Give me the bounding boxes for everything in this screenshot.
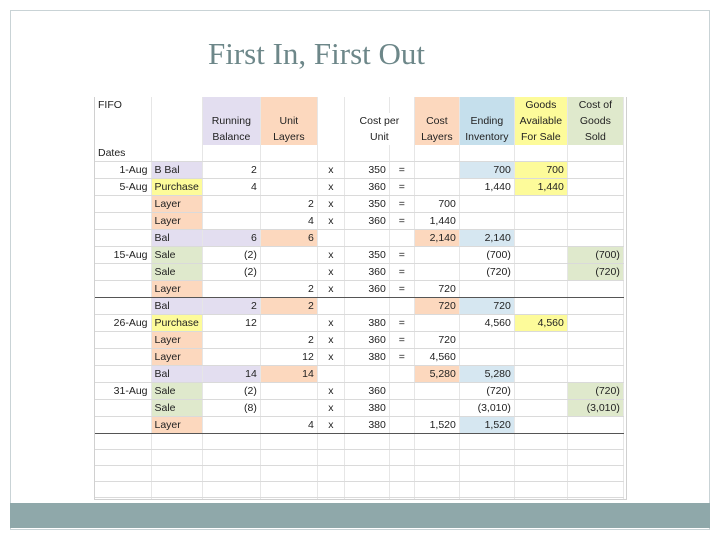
ending-inventory-cell: 1,520 <box>459 417 514 434</box>
multiply-sign-cell: x <box>317 264 344 281</box>
running-balance-cell: 2 <box>202 298 260 315</box>
table-row <box>95 383 623 400</box>
cost-layers-cell: 5,280 <box>414 366 459 383</box>
cost-layers-cell <box>414 179 459 196</box>
goods-available-cell <box>514 247 567 264</box>
unit-layers-cell: 6 <box>260 230 317 247</box>
table-row <box>95 417 623 434</box>
entry-label-cell: Layer <box>151 281 202 298</box>
cogs-cell: (720) <box>567 264 623 281</box>
equals-sign-cell: = <box>389 213 414 230</box>
date-cell <box>95 349 151 366</box>
table-row <box>95 400 623 417</box>
cogs-cell <box>567 298 623 315</box>
goods-available-cell <box>514 213 567 230</box>
running-balance-cell: (2) <box>202 264 260 281</box>
cogs-cell <box>567 230 623 247</box>
entry-label-cell: Bal <box>151 230 202 247</box>
ending-inventory-cell <box>459 281 514 298</box>
header-running-balance-1 <box>202 97 260 113</box>
date-cell <box>95 332 151 349</box>
date-cell <box>95 230 151 247</box>
cost-per-unit-cell: 380 <box>344 349 389 366</box>
cost-layers-cell <box>414 162 459 179</box>
unit-layers-cell <box>260 383 317 400</box>
multiply-sign-cell: x <box>317 332 344 349</box>
running-balance-cell <box>202 213 260 230</box>
date-cell <box>95 196 151 213</box>
header-unit-layers-1 <box>260 97 317 113</box>
running-balance-cell <box>202 332 260 349</box>
date-cell: 5-Aug <box>95 179 151 196</box>
cost-layers-cell <box>414 400 459 417</box>
running-balance-cell <box>202 417 260 434</box>
fifo-spreadsheet <box>94 97 627 500</box>
header-blank <box>151 113 202 129</box>
entry-label-cell: Layer <box>151 417 202 434</box>
equals-sign-cell: = <box>389 162 414 179</box>
goods-available-cell <box>514 417 567 434</box>
cogs-cell <box>567 162 623 179</box>
cogs-cell <box>567 179 623 196</box>
table-row <box>95 349 623 366</box>
cost-layers-cell: 2,140 <box>414 230 459 247</box>
header-blank <box>317 113 344 129</box>
multiply-sign-cell: x <box>317 196 344 213</box>
running-balance-cell: 4 <box>202 179 260 196</box>
cogs-cell: (700) <box>567 247 623 264</box>
cogs-cell: (3,010) <box>567 400 623 417</box>
header-row-1 <box>95 97 623 113</box>
cogs-cell <box>567 196 623 213</box>
equals-sign-cell: = <box>389 281 414 298</box>
entry-label-cell: Sale <box>151 247 202 264</box>
fifo-label: FIFO <box>95 97 151 113</box>
multiply-sign-cell: x <box>317 400 344 417</box>
unit-layers-cell: 14 <box>260 366 317 383</box>
cost-layers-cell: 720 <box>414 281 459 298</box>
cost-per-unit-cell: 360 <box>344 179 389 196</box>
cost-per-unit-cell: 380 <box>344 400 389 417</box>
cogs-cell <box>567 417 623 434</box>
unit-layers-cell: 4 <box>260 417 317 434</box>
cost-layers-cell: 720 <box>414 332 459 349</box>
equals-sign-cell: = <box>389 315 414 332</box>
table-row <box>95 230 623 247</box>
goods-available-cell: 1,440 <box>514 179 567 196</box>
cogs-cell <box>567 332 623 349</box>
ending-inventory-cell <box>459 332 514 349</box>
entry-label-cell: Layer <box>151 196 202 213</box>
multiply-sign-cell <box>317 230 344 247</box>
table-row <box>95 213 623 230</box>
cost-per-unit-cell: 380 <box>344 417 389 434</box>
cost-per-unit-cell: 360 <box>344 332 389 349</box>
table-row <box>95 298 623 315</box>
running-balance-cell <box>202 196 260 213</box>
header-row-2 <box>95 113 623 129</box>
unit-layers-cell <box>260 179 317 196</box>
cost-per-unit-cell: 380 <box>344 315 389 332</box>
entry-label-cell: Bal <box>151 298 202 315</box>
entry-label-cell: Sale <box>151 264 202 281</box>
header-unit-layers-2: Unit <box>260 113 317 129</box>
equals-sign-cell <box>389 400 414 417</box>
cogs-cell <box>567 366 623 383</box>
ending-inventory-cell: 4,560 <box>459 315 514 332</box>
unit-layers-cell: 2 <box>260 298 317 315</box>
cogs-cell <box>567 349 623 366</box>
ending-inventory-cell: (720) <box>459 383 514 400</box>
cogs-cell <box>567 315 623 332</box>
header-unit-layers-3: Layers <box>260 129 317 145</box>
multiply-sign-cell: x <box>317 417 344 434</box>
table-row <box>95 315 623 332</box>
entry-label-cell: Sale <box>151 400 202 417</box>
ending-inventory-cell: (720) <box>459 264 514 281</box>
date-cell <box>95 281 151 298</box>
cost-layers-cell: 1,520 <box>414 417 459 434</box>
header-cost-layers-2: Cost <box>414 113 459 129</box>
multiply-sign-cell: x <box>317 179 344 196</box>
cost-layers-cell: 1,440 <box>414 213 459 230</box>
cost-per-unit-cell: 360 <box>344 213 389 230</box>
footer-bar <box>10 503 710 528</box>
header-blank <box>151 129 202 145</box>
cost-layers-cell <box>414 383 459 400</box>
goods-available-cell <box>514 366 567 383</box>
entry-label-cell: Bal <box>151 366 202 383</box>
goods-available-cell <box>514 281 567 298</box>
header-blank <box>317 97 344 113</box>
dates-header-row <box>95 145 623 162</box>
multiply-sign-cell: x <box>317 281 344 298</box>
cost-layers-cell <box>414 247 459 264</box>
unit-layers-cell: 2 <box>260 332 317 349</box>
running-balance-cell <box>202 281 260 298</box>
multiply-sign-cell: x <box>317 247 344 264</box>
unit-layers-cell <box>260 162 317 179</box>
entry-label-cell: Purchase <box>151 179 202 196</box>
entry-label-cell: Layer <box>151 213 202 230</box>
ending-inventory-cell: 2,140 <box>459 230 514 247</box>
ending-inventory-cell <box>459 213 514 230</box>
empty-row <box>95 466 623 482</box>
cost-per-unit-cell: 360 <box>344 264 389 281</box>
empty-row <box>95 498 623 501</box>
ending-inventory-cell: (700) <box>459 247 514 264</box>
entry-label-cell: Sale <box>151 383 202 400</box>
header-cost-per-unit-3: Unit <box>344 129 414 145</box>
header-goods-available-3: For Sale <box>514 129 567 145</box>
header-running-balance-2: Running <box>202 113 260 129</box>
header-goods-available-1: Goods <box>514 97 567 113</box>
ending-inventory-cell: 1,440 <box>459 179 514 196</box>
table-row <box>95 332 623 349</box>
cost-per-unit-cell: 350 <box>344 162 389 179</box>
goods-available-cell <box>514 264 567 281</box>
date-cell <box>95 264 151 281</box>
goods-available-cell <box>514 230 567 247</box>
equals-sign-cell: = <box>389 247 414 264</box>
cost-per-unit-cell: 350 <box>344 196 389 213</box>
running-balance-cell: 2 <box>202 162 260 179</box>
cost-per-unit-cell <box>344 366 389 383</box>
unit-layers-cell <box>260 315 317 332</box>
goods-available-cell <box>514 196 567 213</box>
header-cost-layers-1 <box>414 97 459 113</box>
ending-inventory-cell: (3,010) <box>459 400 514 417</box>
ending-inventory-cell: 5,280 <box>459 366 514 383</box>
cost-layers-cell <box>414 264 459 281</box>
header-goods-available-2: Available <box>514 113 567 129</box>
multiply-sign-cell: x <box>317 315 344 332</box>
goods-available-cell <box>514 400 567 417</box>
entry-label-cell: Layer <box>151 332 202 349</box>
ending-inventory-cell: 720 <box>459 298 514 315</box>
cogs-cell <box>567 281 623 298</box>
date-cell <box>95 417 151 434</box>
header-ending-inventory-3: Inventory <box>459 129 514 145</box>
goods-available-cell <box>514 332 567 349</box>
header-cost-layers-3: Layers <box>414 129 459 145</box>
goods-available-cell: 700 <box>514 162 567 179</box>
unit-layers-cell: 4 <box>260 213 317 230</box>
header-cost-per-unit-2: Cost per <box>344 113 414 129</box>
equals-sign-cell <box>389 383 414 400</box>
date-cell <box>95 298 151 315</box>
running-balance-cell: (8) <box>202 400 260 417</box>
cost-layers-cell: 720 <box>414 298 459 315</box>
running-balance-cell: (2) <box>202 383 260 400</box>
slide-title: First In, First Out <box>208 36 426 71</box>
fifo-table <box>95 97 624 500</box>
header-blank <box>151 97 202 113</box>
equals-sign-cell: = <box>389 179 414 196</box>
header-blank <box>95 113 151 129</box>
unit-layers-cell <box>260 247 317 264</box>
header-cost-per-unit-1 <box>344 97 389 113</box>
date-cell <box>95 366 151 383</box>
ending-inventory-cell <box>459 196 514 213</box>
header-cogs-3: Sold <box>567 129 623 145</box>
entry-label-cell: Purchase <box>151 315 202 332</box>
header-cogs-1: Cost of <box>567 97 623 113</box>
unit-layers-cell: 2 <box>260 281 317 298</box>
running-balance-cell <box>202 349 260 366</box>
table-row <box>95 196 623 213</box>
cost-per-unit-cell <box>344 298 389 315</box>
running-balance-cell: 14 <box>202 366 260 383</box>
running-balance-cell: 12 <box>202 315 260 332</box>
goods-available-cell <box>514 298 567 315</box>
date-cell <box>95 213 151 230</box>
entry-label-cell: B Bal <box>151 162 202 179</box>
unit-layers-cell <box>260 264 317 281</box>
running-balance-cell: 6 <box>202 230 260 247</box>
equals-sign-cell <box>389 366 414 383</box>
date-cell <box>95 400 151 417</box>
cost-per-unit-cell: 360 <box>344 281 389 298</box>
equals-sign-cell <box>389 417 414 434</box>
cost-layers-cell <box>414 315 459 332</box>
equals-sign-cell: = <box>389 264 414 281</box>
table-row <box>95 179 623 196</box>
multiply-sign-cell: x <box>317 162 344 179</box>
cost-per-unit-cell: 360 <box>344 383 389 400</box>
running-balance-cell: (2) <box>202 247 260 264</box>
multiply-sign-cell <box>317 366 344 383</box>
unit-layers-cell: 12 <box>260 349 317 366</box>
table-row <box>95 264 623 281</box>
cost-layers-cell: 4,560 <box>414 349 459 366</box>
multiply-sign-cell: x <box>317 349 344 366</box>
header-row-3 <box>95 129 623 145</box>
table-row <box>95 366 623 383</box>
header-ending-inventory-1 <box>459 97 514 113</box>
cogs-cell <box>567 213 623 230</box>
multiply-sign-cell <box>317 298 344 315</box>
equals-sign-cell: = <box>389 196 414 213</box>
dates-label: Dates <box>95 145 151 162</box>
entry-label-cell: Layer <box>151 349 202 366</box>
empty-row <box>95 482 623 498</box>
unit-layers-cell <box>260 400 317 417</box>
header-running-balance-3: Balance <box>202 129 260 145</box>
multiply-sign-cell: x <box>317 213 344 230</box>
header-blank <box>317 129 344 145</box>
goods-available-cell <box>514 383 567 400</box>
equals-sign-cell: = <box>389 349 414 366</box>
cogs-cell: (720) <box>567 383 623 400</box>
header-blank <box>95 129 151 145</box>
ending-inventory-cell <box>459 349 514 366</box>
multiply-sign-cell: x <box>317 383 344 400</box>
table-row <box>95 162 623 179</box>
date-cell: 15-Aug <box>95 247 151 264</box>
date-cell: 26-Aug <box>95 315 151 332</box>
header-blank <box>389 97 414 113</box>
cost-layers-cell: 700 <box>414 196 459 213</box>
table-row <box>95 247 623 264</box>
equals-sign-cell <box>389 230 414 247</box>
table-row <box>95 281 623 298</box>
ending-inventory-cell: 700 <box>459 162 514 179</box>
empty-row <box>95 450 623 466</box>
header-ending-inventory-2: Ending <box>459 113 514 129</box>
goods-available-cell <box>514 349 567 366</box>
unit-layers-cell: 2 <box>260 196 317 213</box>
date-cell: 31-Aug <box>95 383 151 400</box>
cost-per-unit-cell <box>344 230 389 247</box>
date-cell: 1-Aug <box>95 162 151 179</box>
header-cogs-2: Goods <box>567 113 623 129</box>
equals-sign-cell: = <box>389 332 414 349</box>
empty-row <box>95 434 623 450</box>
goods-available-cell: 4,560 <box>514 315 567 332</box>
cost-per-unit-cell: 350 <box>344 247 389 264</box>
equals-sign-cell <box>389 298 414 315</box>
